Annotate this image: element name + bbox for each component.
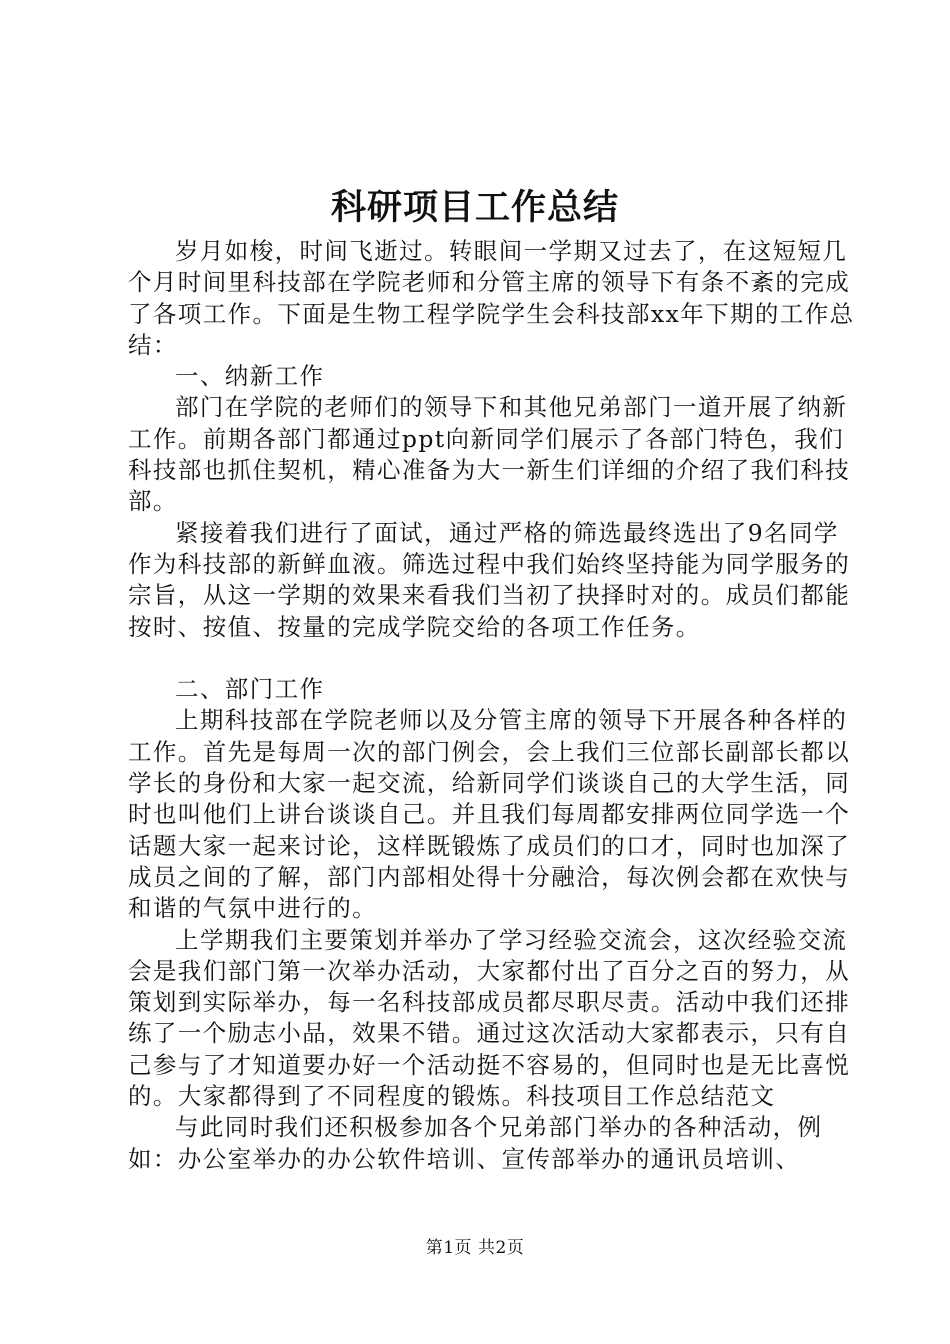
department-work-paragraph: 上期科技部在学院老师以及分管主席的领导下开展各种各样的工作。首先是每周一次的部门例会，会上我们三位部长副部长都以学长的身份和大家一起交流，给新同学们谈谈自己的大学生活，同时也叫他们上讲台谈谈自己。并且我们每周都安排两位同学选一个话题大家一起来讨论，这样既锻炼了成员们的口才，同时也加深了成员之间的了解，部门内部相处得十分融洽，每次例会都在欢快与和谐的气氛中进行的。	[128, 706, 851, 923]
exchange-meeting-paragraph: 上学期我们主要策划并举办了学习经验交流会，这次经验交流会是我们部门第一次举办活动，大家都付出了百分之百的努力，从策划到实际举办，每一名科技部成员都尽职尽责。活动中我们还排练了一个励志小品，效果不错。通过这次活动大家都表示，只有自己参与了才知道要办好一个活动挺不容易的，但同时也是无比喜悦的。大家都得到了不同程度的锻炼。科技项目工作总结范文	[128, 925, 851, 1111]
paragraph-spacer	[128, 643, 858, 674]
document-title: 科研项目工作总结	[330, 187, 619, 228]
activities-paragraph: 与此同时我们还积极参加各个兄弟部门举办的各种活动，例如：办公室举办的办公软件培训、宣传部举办的通讯员培训、	[128, 1113, 823, 1173]
section-heading-recruitment: 一、纳新工作	[175, 362, 325, 391]
document-body	[128, 236, 858, 1175]
intro-paragraph: 岁月如梭，时间飞逝过。转眼间一学期又过去了，在这短短几个月时间里科技部在学院老师和分管主席的领导下有条不紊的完成了各项工作。下面是生物工程学院学生会科技部xx年下期的工作总结：	[128, 237, 855, 359]
section-heading-department-work: 二、部门工作	[175, 675, 325, 704]
recruitment-paragraph: 部门在学院的老师们的领导下和其他兄弟部门一道开展了纳新工作。前期各部门都通过ppt向新同学们展示了各部门特色，我们科技部也抓住契机，精心准备为大一新生们详细的介绍了我们科技部。	[128, 393, 851, 516]
interview-paragraph: 紧接着我们进行了面试，通过严格的筛选最终选出了9名同学作为科技部的新鲜血液。筛选过程中我们始终坚持能为同学服务的宗旨，从这一学期的效果来看我们当初了抉择时对的。成员们都能按时、按值、按量的完成学院交给的各项工作任务。	[128, 518, 851, 641]
page-number-footer: 第1页 共2页	[425, 1238, 525, 1258]
